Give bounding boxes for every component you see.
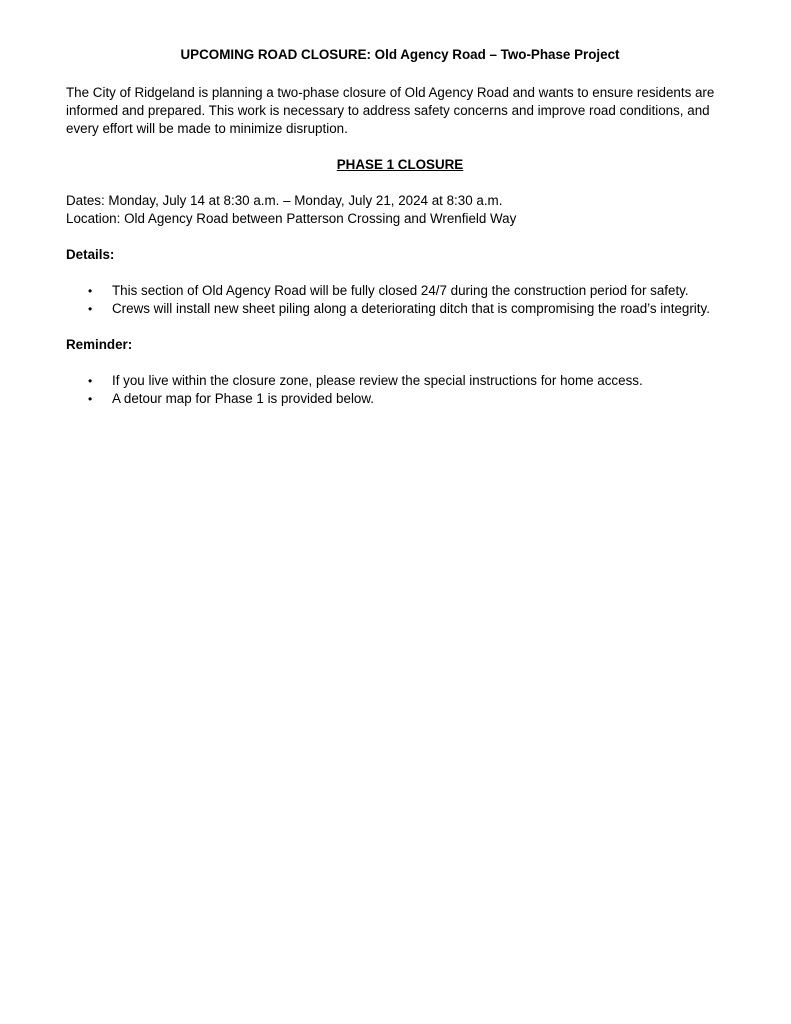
list-item — [66, 372, 734, 390]
document-body — [66, 46, 734, 426]
reminder-list — [66, 372, 734, 408]
intro-paragraph: The City of Ridgeland is planning a two-phase closure of Old Agency Road and wants to ensure residents are informed and prepared. This work is necessary to address safety concerns and improve road conditions, and every effort will be made to minimize disruption. — [66, 85, 715, 136]
page-title: UPCOMING ROAD CLOSURE: Old Agency Road – Two-Phase Project — [180, 47, 620, 62]
list-item — [66, 282, 734, 300]
details-list — [66, 282, 734, 318]
phase-heading: PHASE 1 CLOSURE — [336, 157, 464, 172]
list-item — [66, 390, 734, 408]
details-label: Details: — [66, 247, 115, 262]
bullet-icon: • — [88, 374, 93, 388]
list-item — [66, 300, 734, 318]
list-item-text: Crews will install new sheet piling along a deteriorating ditch that is compromising the road’s integrity. — [112, 301, 710, 316]
bullet-icon: • — [88, 284, 93, 298]
closure-dates: Dates: Monday, July 14 at 8:30 a.m. – Monday, July 21, 2024 at 8:30 a.m. — [66, 193, 503, 208]
list-item-text: A detour map for Phase 1 is provided below. — [112, 391, 375, 406]
closure-location: Location: Old Agency Road between Patterson Crossing and Wrenfield Way — [66, 211, 517, 226]
bullet-icon: • — [88, 392, 93, 406]
closure-info — [66, 192, 734, 228]
bullet-icon: • — [88, 302, 93, 316]
reminder-label: Reminder: — [66, 337, 133, 352]
list-item-text: If you live within the closure zone, please review the special instructions for home access. — [112, 373, 643, 388]
list-item-text: This section of Old Agency Road will be fully closed 24/7 during the construction period for safety. — [112, 283, 689, 298]
